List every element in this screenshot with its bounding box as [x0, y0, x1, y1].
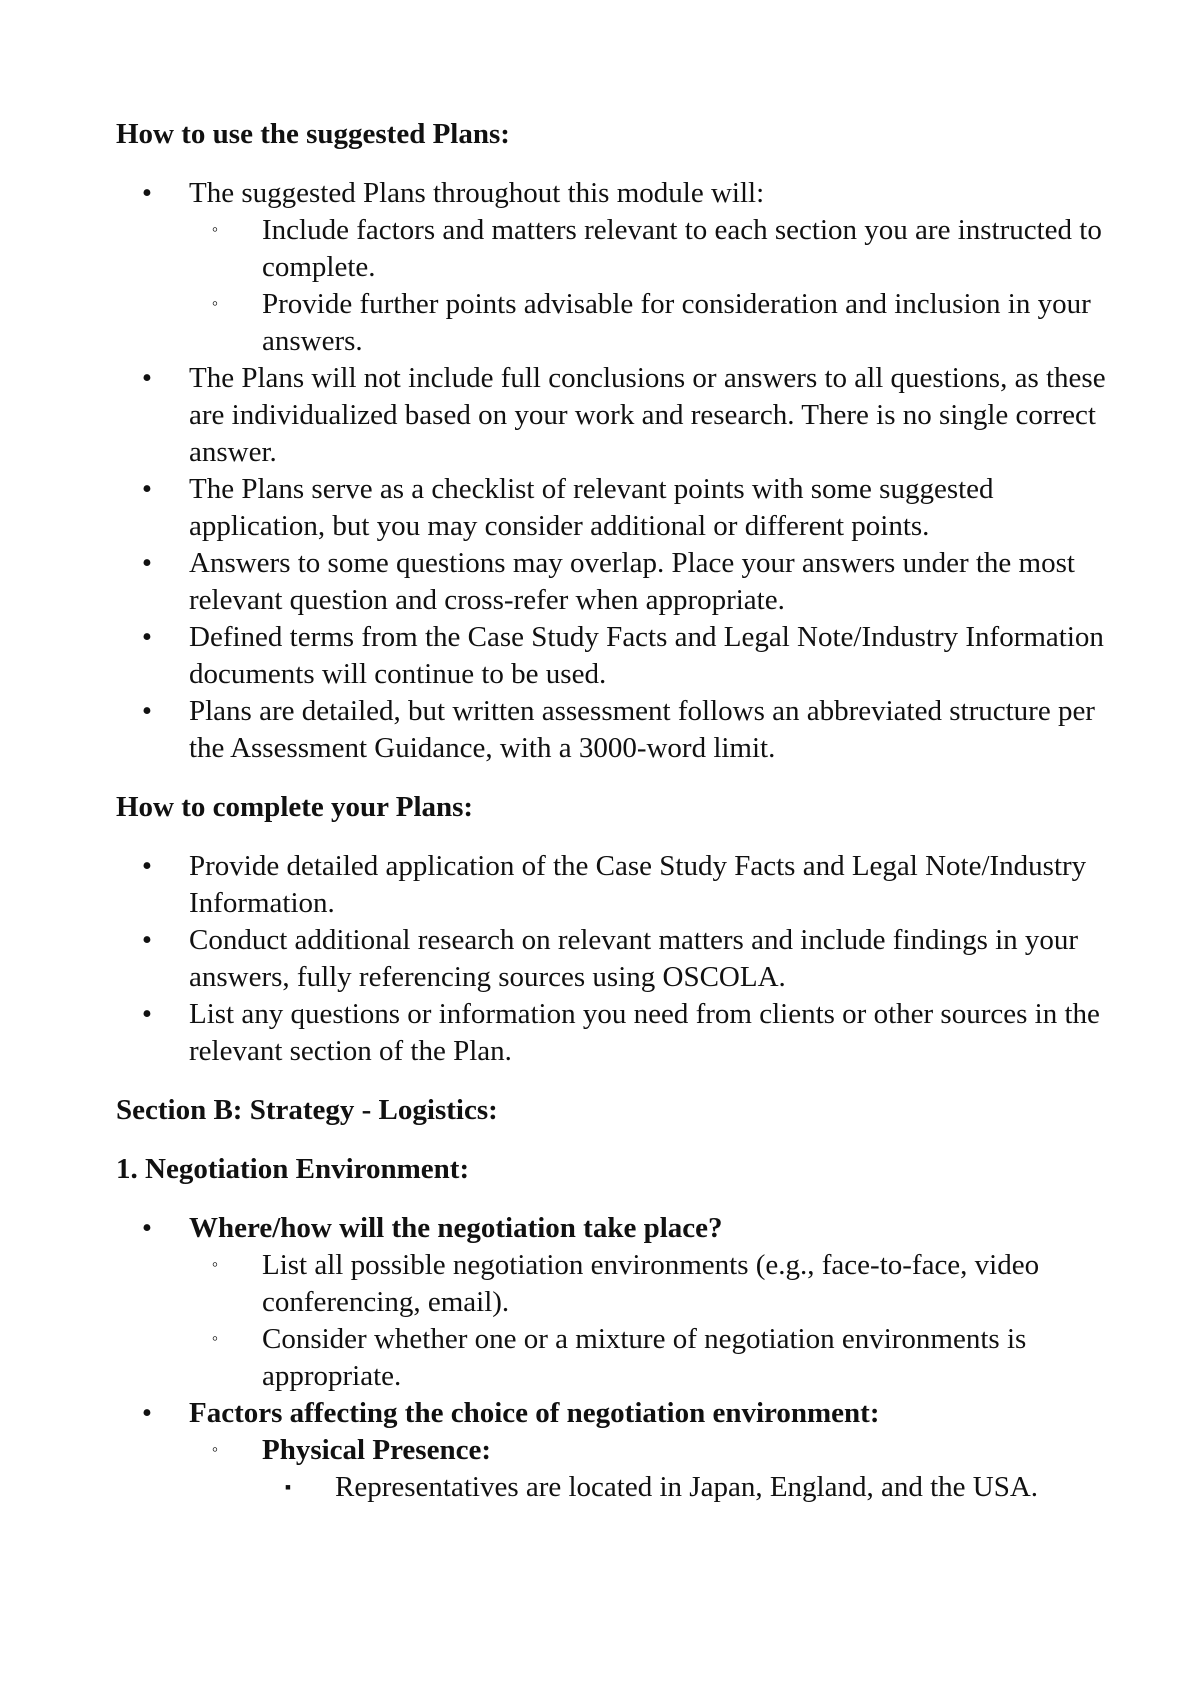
list-item-text: Plans are detailed, but written assessment follows an abbreviated structure per the Assessment Guidance, with a 3000-word limit. — [189, 695, 1095, 764]
sub-list-item-heading: Physical Presence: — [262, 1434, 491, 1466]
sub-list-item — [189, 1432, 1106, 1506]
sub-list-item — [189, 1247, 1106, 1321]
sub-sub-list-item — [262, 1469, 1106, 1506]
list-item-text: Provide detailed application of the Case Study Facts and Legal Note/Industry Information. — [189, 850, 1087, 919]
sub-list-item-text: List all possible negotiation environments (e.g., face-to-face, video conferencing, email). — [262, 1249, 1040, 1318]
list-item-text: Defined terms from the Case Study Facts and Legal Note/Industry Information documents will continue to be used. — [189, 621, 1104, 690]
list-item — [116, 1210, 1106, 1395]
heading-how-to-complete: How to complete your Plans: — [116, 791, 474, 823]
sub-list-item-text: Consider whether one or a mixture of negotiation environments is appropriate. — [262, 1323, 1027, 1392]
bullet-icon: • — [141, 547, 153, 579]
heading-how-to-use: How to use the suggested Plans: — [116, 118, 510, 150]
sub-list-item — [189, 1321, 1106, 1395]
list-item-text: The Plans will not include full conclusions or answers to all questions, as these are individualized based on your work and research. There is no single correct answer. — [189, 362, 1106, 468]
heading-negotiation-environment: 1. Negotiation Environment: — [116, 1153, 470, 1185]
list-item — [116, 360, 1106, 471]
list-item-text: Factors affecting the choice of negotiation environment: — [189, 1397, 880, 1429]
list-item — [116, 922, 1106, 996]
list-item — [116, 619, 1106, 693]
sub-bullet-list — [189, 1432, 1106, 1506]
list-item-text: The suggested Plans throughout this module will: — [189, 177, 765, 209]
circle-bullet-icon: ◦ — [211, 219, 219, 239]
bullet-icon: • — [141, 1212, 153, 1244]
bullet-list-negotiation-environment — [116, 1210, 1106, 1506]
bullet-list-how-to-use — [116, 175, 1106, 767]
bullet-icon: • — [141, 850, 153, 882]
bullet-icon: • — [141, 177, 153, 209]
list-item — [116, 471, 1106, 545]
list-item — [116, 1395, 1106, 1506]
list-item-text: Conduct additional research on relevant matters and include findings in your answers, fully referencing sources using OSCOLA. — [189, 924, 1079, 993]
bullet-list-how-to-complete — [116, 848, 1106, 1070]
bullet-icon: • — [141, 621, 153, 653]
list-item — [116, 848, 1106, 922]
list-item — [116, 996, 1106, 1070]
document-body — [116, 116, 1106, 1528]
circle-bullet-icon: ◦ — [211, 293, 219, 313]
list-item — [116, 175, 1106, 360]
list-item-text: Where/how will the negotiation take place? — [189, 1212, 723, 1244]
circle-bullet-icon: ◦ — [211, 1328, 219, 1348]
bullet-icon: • — [141, 362, 153, 394]
bullet-icon: • — [141, 998, 153, 1030]
bullet-icon: • — [141, 1397, 153, 1429]
sub-list-item — [189, 286, 1106, 360]
list-item-text: Answers to some questions may overlap. Place your answers under the most relevant question and cross-refer when appropriate. — [189, 547, 1075, 616]
sub-list-item-text: Provide further points advisable for consideration and inclusion in your answers. — [262, 288, 1091, 357]
sub-sub-list-item-text: Representatives are located in Japan, England, and the USA. — [335, 1471, 1039, 1503]
circle-bullet-icon: ◦ — [211, 1254, 219, 1274]
sub-bullet-list — [189, 212, 1106, 360]
sub-bullet-list — [189, 1247, 1106, 1395]
bullet-icon: • — [141, 695, 153, 727]
square-bullet-icon: ▪ — [284, 1477, 292, 1497]
sub-list-item-text: Include factors and matters relevant to each section you are instructed to complete. — [262, 214, 1102, 283]
sub-list-item — [189, 212, 1106, 286]
list-item — [116, 693, 1106, 767]
bullet-icon: • — [141, 473, 153, 505]
heading-section-b: Section B: Strategy - Logistics: — [116, 1094, 498, 1126]
bullet-icon: • — [141, 924, 153, 956]
list-item-text: The Plans serve as a checklist of relevant points with some suggested application, but you may consider additional or different points. — [189, 473, 994, 542]
list-item — [116, 545, 1106, 619]
sub-sub-bullet-list — [262, 1469, 1106, 1506]
circle-bullet-icon: ◦ — [211, 1439, 219, 1459]
list-item-text: List any questions or information you need from clients or other sources in the relevant section of the Plan. — [189, 998, 1100, 1067]
